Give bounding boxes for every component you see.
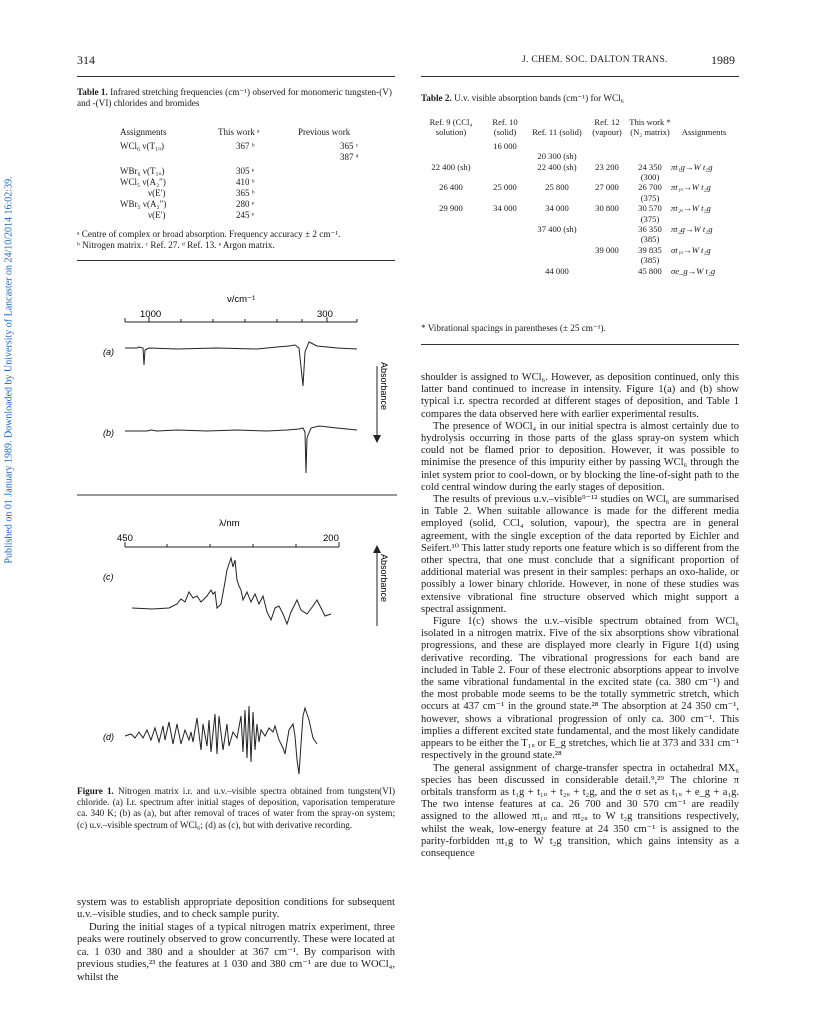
table-row [421,193,737,203]
table-cell [120,152,218,166]
table-cell: 30 800 [595,203,619,214]
table1-caption [77,87,395,109]
table-cell [585,224,629,234]
table1-title: Infrared stretching frequencies (cm⁻¹) observed for monomeric tungsten-(V) and -(VI) chlorides and bromides [77,87,392,109]
arrow-up-icon [373,545,381,553]
paragraph: system was to establish appropriate deposition conditions for subsequent u.v.–visible studies, and to check sample purity. [77,897,395,921]
table-cell [421,193,481,203]
left-body-text [77,897,395,984]
table-row [120,166,378,177]
page-number: 314 [77,53,95,67]
table-cell [671,234,737,244]
table-row [120,152,378,166]
header-rule-right [421,76,739,77]
figure-1-panel-d [77,680,397,780]
table2-col-header: Ref. 11 (solid) [532,127,582,138]
table-cell: 36 350 [638,224,662,235]
table-cell [585,141,629,151]
table2-col-header: This work * (N₂ matrix) [629,117,671,138]
table-cell: 34 000 [545,203,569,214]
table-cell [671,193,737,203]
header-rule-left [77,76,395,77]
table-cell: 37 400 (sh) [537,224,577,235]
table-cell [529,141,585,151]
table-row [421,266,737,276]
table-cell [585,193,629,203]
figure1-label: Figure 1. [77,786,114,796]
arrow-down-icon [373,435,381,443]
table2-label: Table 2. [421,93,452,103]
table-cell [218,152,298,166]
absorbance-label-top: Absorbance [379,362,389,411]
ir-tick-label: 1000 [140,309,162,320]
table-cell: 39 835 [638,244,662,255]
table-cell [671,141,737,151]
table-cell: (385) [640,255,660,266]
table-cell: 24 350 [638,161,662,172]
table2-col-header: Ref. 10 (solid) [492,117,518,138]
table-cell: WBr₅ ν(A₂″) [120,199,167,209]
table-cell [529,172,585,182]
uv-axis-label: λ/nm [219,518,240,529]
table-cell [481,193,529,203]
table-cell [585,214,629,224]
table1 [120,127,378,221]
table-cell: πt₂g→W t₂g [671,224,713,235]
table-cell [585,266,629,276]
table-cell: 365 ᶜ [340,141,359,151]
panel-d-label: (d) [103,732,114,742]
panel-b-label: (b) [103,428,114,438]
table2-col-header: Ref. 12 (vapour) [592,117,622,138]
uv-axis-ticks [125,542,339,547]
table-cell [298,199,378,210]
table1-col-header: Assignments [120,127,167,137]
table1-col-header: This work ᵃ [218,127,260,137]
table-cell [529,255,585,265]
table-cell: (385) [640,234,660,245]
table-cell [421,255,481,265]
table-cell [421,266,481,276]
table-cell: 410 ᵇ [236,177,255,187]
table-cell [585,172,629,182]
table-cell: (375) [640,192,660,203]
table-row [421,203,737,213]
table-cell [629,141,671,151]
table-cell [421,172,481,182]
table1-col-header: Previous work [298,127,351,137]
table-cell: 22 400 (sh) [431,161,471,172]
table-row [421,214,737,224]
table-cell [529,234,585,244]
table-cell: 34 000 [493,203,517,214]
table-cell [629,151,671,161]
table-cell [481,172,529,182]
table-cell: WCl₆ ν(T₁ᵤ) [120,141,165,151]
table-cell [671,151,737,161]
table-cell [298,166,378,177]
table-cell [421,234,481,244]
table-row [120,199,378,210]
download-watermark [2,110,16,630]
table-cell [481,214,529,224]
table-cell: 245 ᵉ [236,210,255,220]
table-row [421,255,737,265]
table1-header-row [120,127,378,141]
table-cell [481,245,529,255]
table2-title: U.v. visible absorption bands (cm⁻¹) for WCl₆ [454,93,624,103]
table-cell [585,234,629,244]
table-cell [585,151,629,161]
table-cell: πt₂ᵤ→W t₂g [671,203,711,214]
table-cell: σt₁ᵤ→W t₂g [671,244,711,255]
table-row [120,188,378,199]
paragraph: Figure 1(c) shows the u.v.–visible spectrum obtained from WCl₆ isolated in a nitrogen matrix. Five of the six absorptions show vibrational progressions, and these are displayed more clearly in Figure 1(d) using derivative recording. The vibrational progressions for each band are included in Table 2. Four of these electronic absorptions appear to involve the same vibrational fundamental in the excited state (ca. 380 cm⁻¹) and the most probable mode seems to be the totally symmetric stretch, which occurs at 437 cm⁻¹ in the ground state.²⁸ The absorption at 24 350 cm⁻¹, however, shows a vibrational progression of only ca. 300 cm⁻¹. This implies a different excited state fundamental, and the most likely candidate appears to be either the T₁ᵤ or E_g stretches, which lie at 373 and 331 cm⁻¹ respectively in the ground state.²⁸ [421,616,739,762]
table-cell [481,162,529,172]
table-cell: 26 400 [439,182,463,193]
table-cell: 367 ᵇ [236,141,255,151]
table-cell: 45 800 [638,265,662,276]
figure1-caption [77,786,395,831]
table-cell: WBr₆ ν(T₁ᵤ) [120,166,165,176]
table2-col-header: Ref. 9 (CCl₄ solution) [429,117,473,138]
ir-spectrum-b [125,426,357,473]
ir-tick-label: 300 [317,309,333,320]
table1-footnotes [77,229,395,251]
table2-caption [421,93,739,104]
table-cell [298,177,378,188]
uv-tick-label: 450 [117,533,133,544]
table-cell: 387 ᵈ [340,152,359,162]
table-cell: πt₁ᵤ→W t₂g [671,182,711,193]
table-row [421,182,737,192]
table1-footnote: ᵇ Nitrogen matrix. ᶜ Ref. 27. ᵈ Ref. 13. ᵉ Argon matrix. [77,240,275,251]
table-cell: 44 000 [545,265,569,276]
table-cell: σe_g→W t₂g [671,265,716,276]
table-row [120,141,378,152]
table-cell: 25 000 [493,182,517,193]
table-cell: ν(E′) [148,210,166,220]
table-cell [421,245,481,255]
uv-tick-label: 200 [323,533,339,544]
table-row [421,172,737,182]
table2-rule [421,344,739,345]
table-cell: 280 ᵉ [236,199,255,209]
table-cell [481,234,529,244]
paragraph: shoulder is assigned to WCl₆. However, as deposition continued, only this latter band continued to increase in intensity. Figure 1(a) and (b) show typical i.r. spectra recorded at different stages of deposition, and Table 1 compares the data observed here with earlier experimental results. [421,372,739,420]
table-row [421,141,737,151]
table1-footnote: ᵃ Centre of complex or broad absorption. Frequency accuracy ± 2 cm⁻¹. [77,229,341,239]
table2-footnote: * Vibrational spacings in parentheses (± 25 cm⁻¹). [421,323,606,333]
uv-spectrum-c [132,558,331,624]
table-cell: πt₁g→W t₂g [671,161,713,172]
figure-1 [77,290,397,655]
table-cell: 27 000 [595,182,619,193]
download-watermark-text: Published on 01 January 1989. Downloaded by University of Lancaster on 24/10/2014 16:02:39. [3,176,15,564]
figure1-caption-text: Nitrogen matrix i.r. and u.v.–visible spectra obtained from tungsten(VI) chloride. (a) I.r. spectrum after initial stages of deposition, vaporisation temperature ca. 340 K; (b) as (a), but after removal of traces of water from the spray-on system; (c) u.v.–visible spectrum of WCl₆; (d) as (c), but with derivative recording. [77,786,396,830]
table-cell [671,214,737,224]
table2-col-header: Assignments [681,127,727,138]
table-cell [529,214,585,224]
table-row [120,210,378,221]
ir-axis-label: ν/cm⁻¹ [227,294,256,305]
journal-year: 1989 [711,53,735,67]
table-cell [671,172,737,182]
table-cell [529,245,585,255]
table-cell [298,210,378,221]
table-cell: 305 ᵉ [236,166,255,176]
table-cell [421,151,481,161]
table-cell [481,151,529,161]
absorbance-label-bottom: Absorbance [379,554,389,603]
table-row [421,151,737,161]
table-cell: 20 300 (sh) [537,151,577,162]
table1-label: Table 1. [77,87,108,97]
table-cell: 30 570 [638,203,662,214]
paragraph: The general assignment of charge-transfer spectra in octahedral MX₆ species has been discussed in considerable detail.⁹,²⁹ The chlorine π orbitals transform as t₁g + t₁ᵤ + t₂ᵤ + t₂g, and the σ set as t₁ᵤ + e_g + a₁g. The two intense features at ca. 26 700 and 30 570 cm⁻¹ are readily assigned to the allowed πt₁ᵤ and πt₂ᵤ to W t₂g transitions respectively, whilst the weak, low-energy feature at 24 350 cm⁻¹ is assigned to the parity-forbidden πt₁g to W t₂g transition, which gains intensity as a consequence [421,762,739,859]
table-cell: 29 900 [439,203,463,214]
right-body-text [421,372,739,860]
table-cell: 22 400 (sh) [537,161,577,172]
table-cell [529,193,585,203]
table-cell [421,214,481,224]
table-cell [298,188,378,199]
uv-spectrum-d [125,706,317,774]
paragraph: The presence of WOCl₄ in our initial spectra is almost certainly due to hydrolysis occurring in those parts of the glass spray-on system which could not be flamed prior to deposition. However, it was possible to minimise the presence of this impurity either by passing WCl₆ through the inlet system prior to cool-down, or by blocking the line-of-sight path to the cold central window during the early stages of deposition. [421,420,739,493]
journal-name: J. CHEM. SOC. DALTON TRANS. [522,55,668,65]
table-cell: 39 000 [595,244,619,255]
table-cell [481,224,529,234]
table-cell [481,266,529,276]
panel-a-label: (a) [103,347,114,357]
table-cell [421,224,481,234]
table2 [421,117,737,276]
panel-c-label: (c) [103,572,114,582]
table-cell: (375) [640,213,660,224]
table-row [120,177,378,188]
table2-header-row [421,117,737,138]
table1-rule [77,260,395,261]
table-row [421,234,737,244]
table-cell: 25 800 [545,182,569,193]
table-cell [585,255,629,265]
table-cell: ν(E′) [148,188,166,198]
paragraph: During the initial stages of a typical nitrogen matrix experiment, three peaks were routinely observed to grow concurrently. These were located at ca. 1 030 and 380 and a shoulder at 367 cm⁻¹. By comparison with previous studies,²³ the features at 1 030 and 380 cm⁻¹ are due to WOCl₄, whilst the [77,921,395,983]
table-row [421,245,737,255]
table-cell: 23 200 [595,161,619,172]
ir-spectrum-a [125,342,357,386]
table-cell: 16 000 [493,140,517,151]
table-row [421,224,737,234]
table-cell: WCl₅ ν(A₂″) [120,177,166,187]
paragraph: The results of previous u.v.–visible⁹⁻¹² studies on WCl₆ are summarised in Table 2. When suitable allowance is made for the different media employed (solid, CCl₄ solution, vapour), the spectra are in general agreement, with the single exception of the data reported by Eichler and Seifert.¹⁰ This latter study reports one feature which is so different from the other spectra, that one must conclude that a significant proportion of additional material was present in their samples: perhaps an oxo-halide, or possibly a lower binary chloride. However, in none of these studies was extensive vibrational fine structure observed which might support a spectral assignment. [421,494,739,615]
table-cell [671,255,737,265]
table-cell [481,255,529,265]
table-cell: (300) [640,172,660,183]
table-cell [421,141,481,151]
table-cell: 365 ᵇ [236,188,255,198]
table-row [421,162,737,172]
table-cell: 26 700 [638,182,662,193]
